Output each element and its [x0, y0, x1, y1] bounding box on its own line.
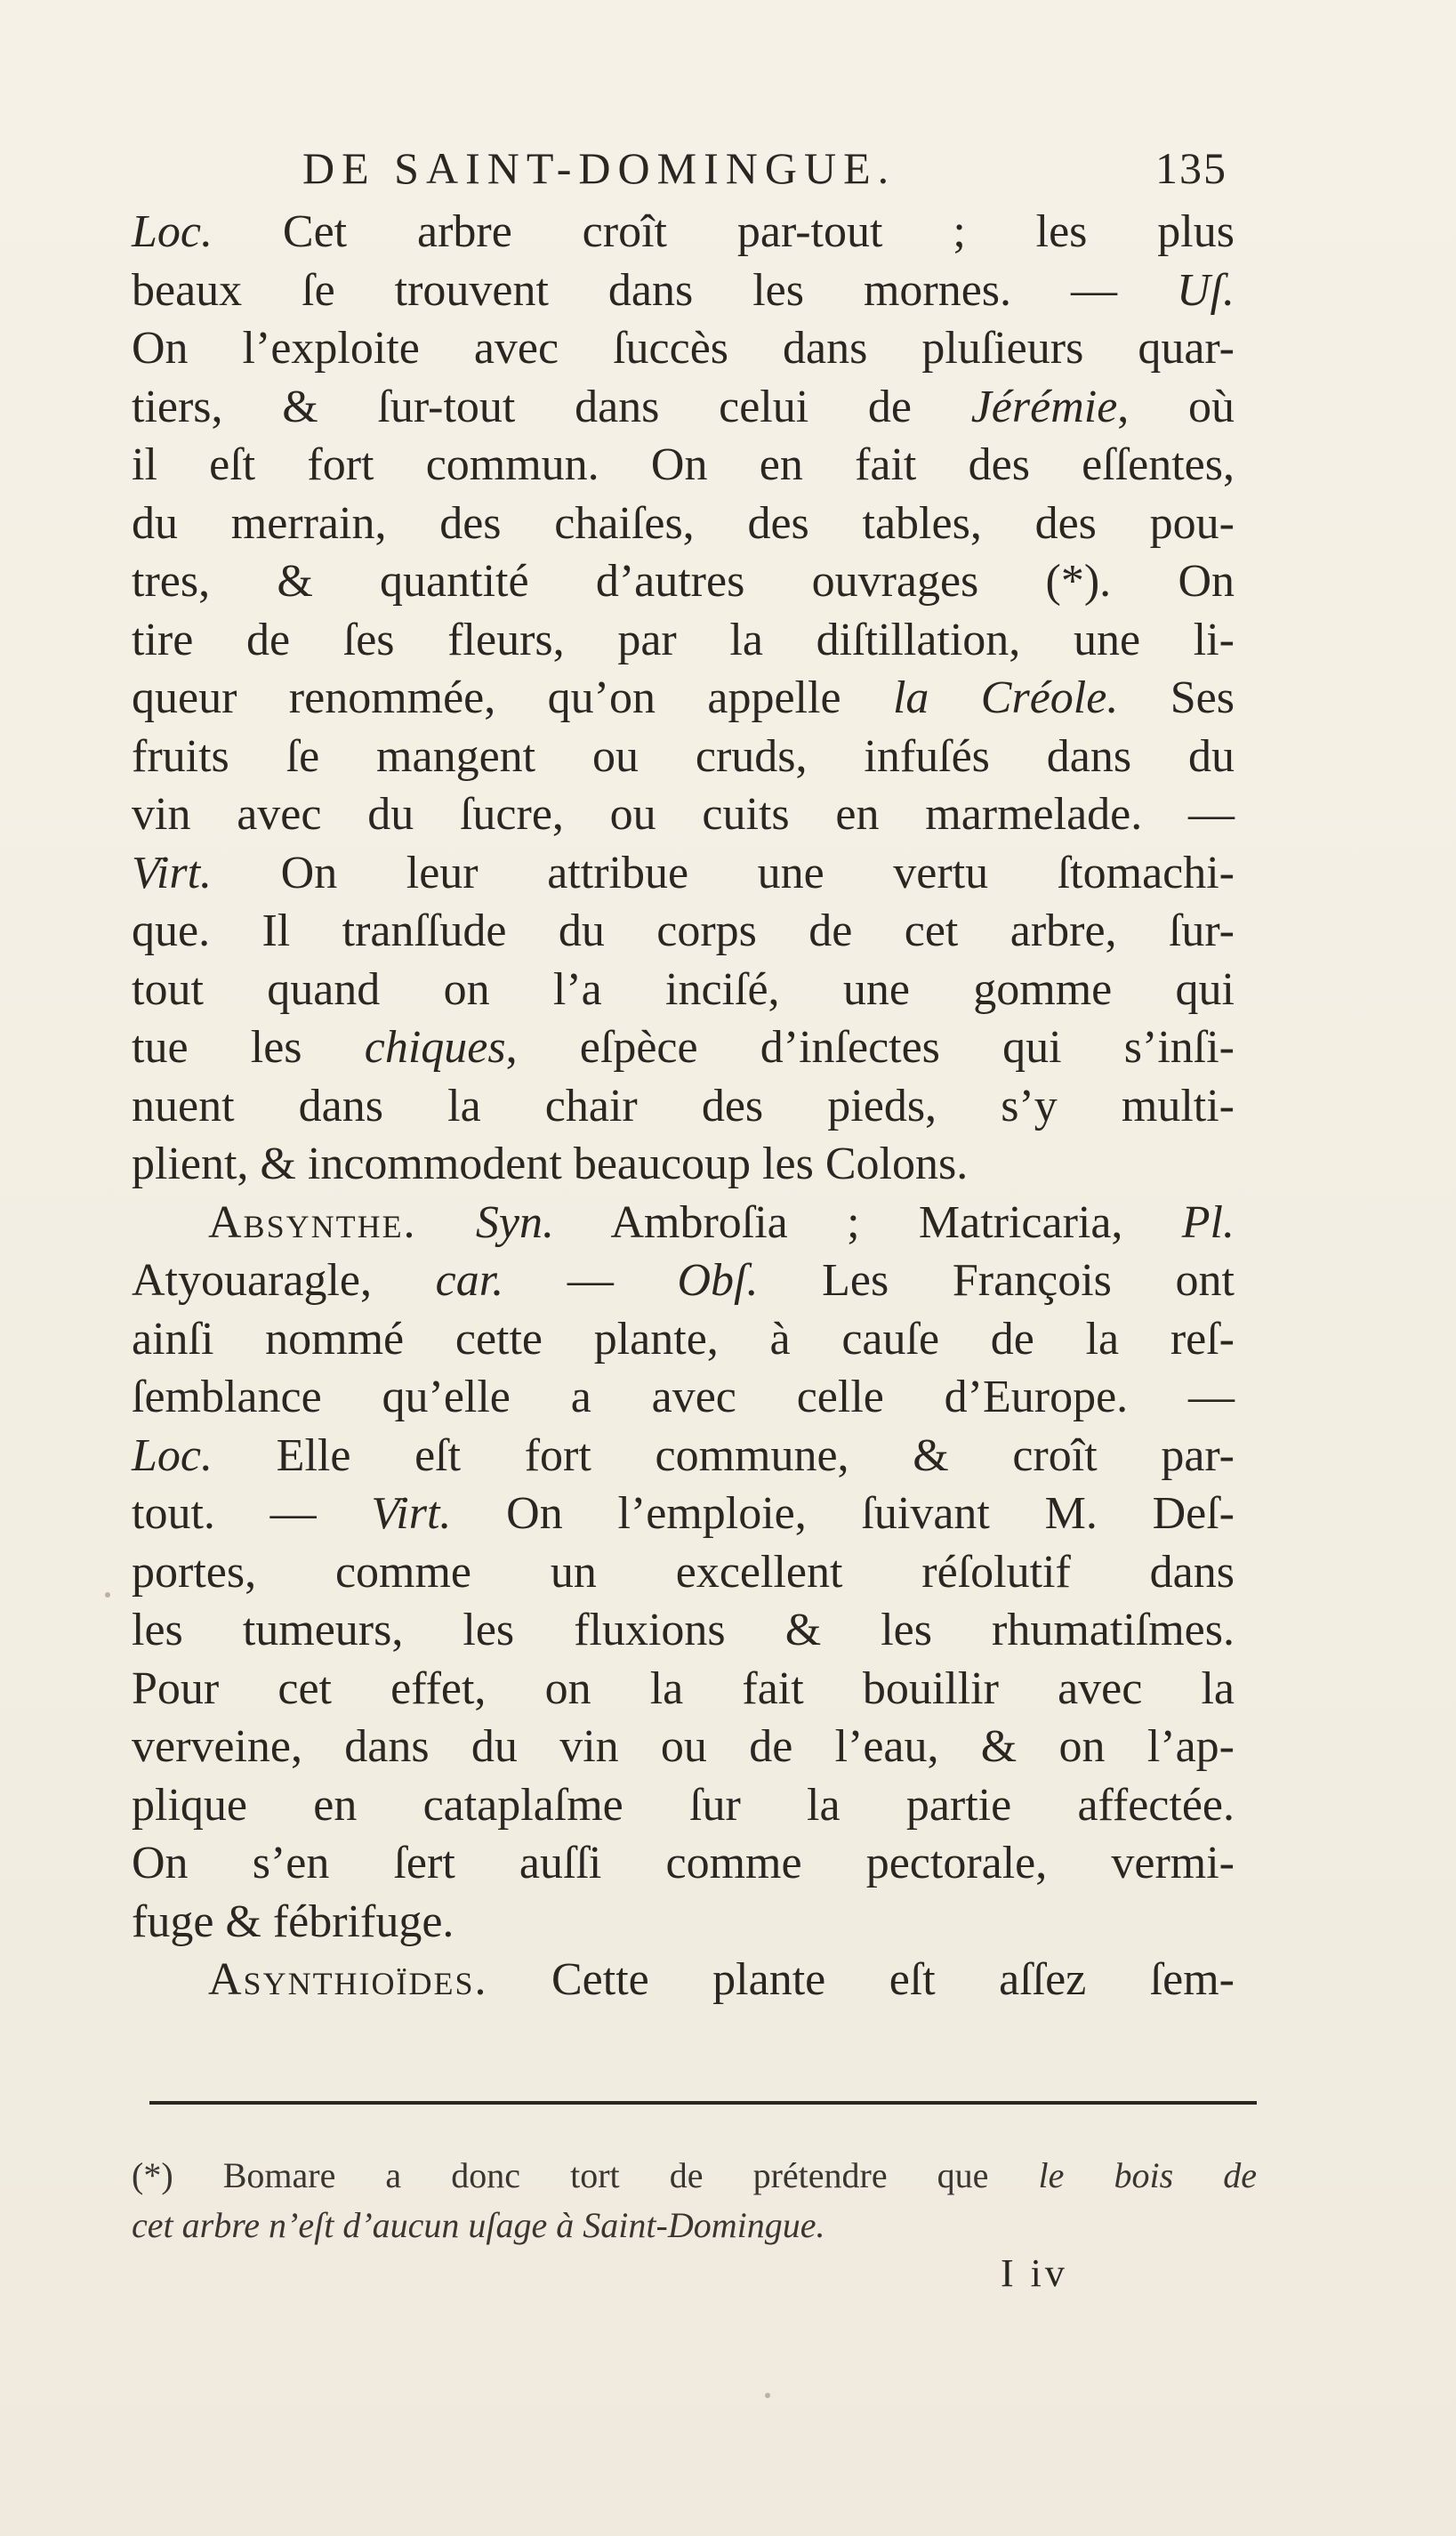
text-line: nuent dans la chair des pieds, s’y multi- [132, 1080, 1235, 1131]
entry-asynthioides: Asynthioïdes. Cette plante eſt aſſez ſem- [208, 1954, 1235, 2005]
text-line: Atyouaragle, car. — Obſ. Les François ont [132, 1255, 1235, 1306]
text-line: On l’exploite avec ſuccès dans pluſieurs quar- [132, 323, 1235, 374]
main-text [132, 203, 1235, 2009]
text-line: Loc. Cet arbre croît par-tout ; les plus [132, 206, 1235, 257]
text-line: vin avec du ſucre, ou cuits en marmelade. — [132, 789, 1235, 840]
text-line: tue les chiques, eſpèce d’inſectes qui s’inſi- [132, 1022, 1235, 1073]
text-line: fuge & fébrifuge. [132, 1896, 454, 1947]
text-line: Virt. On leur attribue une vertu ſtomachi- [132, 847, 1235, 898]
running-title: DE SAINT-DOMINGUE. [302, 143, 897, 193]
footnote-line: cet arbre n’eſt d’aucun uſage à Saint-Domingue. [132, 2205, 825, 2245]
text-line: tire de ſes fleurs, par la diſtillation, une li- [132, 614, 1235, 665]
text-line: il eſt fort commun. On en fait des eſſentes, [132, 439, 1235, 490]
text-line: fruits ſe mangent ou cruds, infuſés dans du [132, 730, 1235, 782]
text-line: plique en cataplaſme ſur la partie affectée. [132, 1779, 1235, 1831]
footnote-rule [149, 2101, 1257, 2105]
page-number: 135 [1155, 143, 1227, 193]
entry-heading: Absynthe. [208, 1196, 417, 1248]
text-line: portes, comme un excellent réſolutif dans [132, 1546, 1235, 1598]
running-header [302, 142, 1227, 205]
entry-heading: Asynthioïdes. [208, 1954, 488, 2005]
text-line: On s’en ſert auſſi comme pectorale, vermi- [132, 1838, 1235, 1888]
text-line: ſemblance qu’elle a avec celle d’Europe. — [132, 1372, 1235, 1422]
text-line: plient, & incommodent beaucoup les Colons. [132, 1139, 969, 1189]
text-line: que. Il tranſſude du corps de cet arbre, ſur- [132, 906, 1235, 956]
text-line: tout quand on l’a inciſé, une gomme qui [132, 963, 1235, 1015]
footnote-line: (*) Bomare a donc tort de prétendre que le bois de [132, 2155, 1257, 2195]
text-line: du merrain, des chaiſes, des tables, des pou- [132, 497, 1235, 549]
text-line: beaux ſe trouvent dans les mornes. — Uſ. [132, 264, 1235, 316]
text-line: tout. — Virt. On l’emploie, ſuivant M. Deſ- [132, 1488, 1235, 1539]
signature-mark: I iv [1001, 2251, 1068, 2295]
text-line: tiers, & ſur-tout dans celui de Jérémie, où [132, 381, 1235, 432]
text-line: Loc. Elle eſt fort commune, & croît par- [132, 1429, 1235, 1481]
text-line: queur renommée, qu’on appelle la Créole. Ses [132, 672, 1235, 723]
text-line: Pour cet effet, on la fait bouillir avec la [132, 1662, 1235, 1714]
text-line: tres, & quantité d’autres ouvrages (*). On [132, 556, 1235, 607]
entry-absynthe: Absynthe. Syn. Ambroſia ; Matricaria, Pl. [208, 1196, 1235, 1248]
text-line: ainſi nommé cette plante, à cauſe de la reſ- [132, 1313, 1235, 1365]
paper-speck [765, 2393, 770, 2398]
footnote [132, 2151, 1257, 2250]
text-line: les tumeurs, les fluxions & les rhumatiſmes. [132, 1605, 1235, 1655]
text-line: verveine, dans du vin ou de l’eau, & on l’ap- [132, 1721, 1235, 1772]
paper-speck [105, 1592, 110, 1598]
